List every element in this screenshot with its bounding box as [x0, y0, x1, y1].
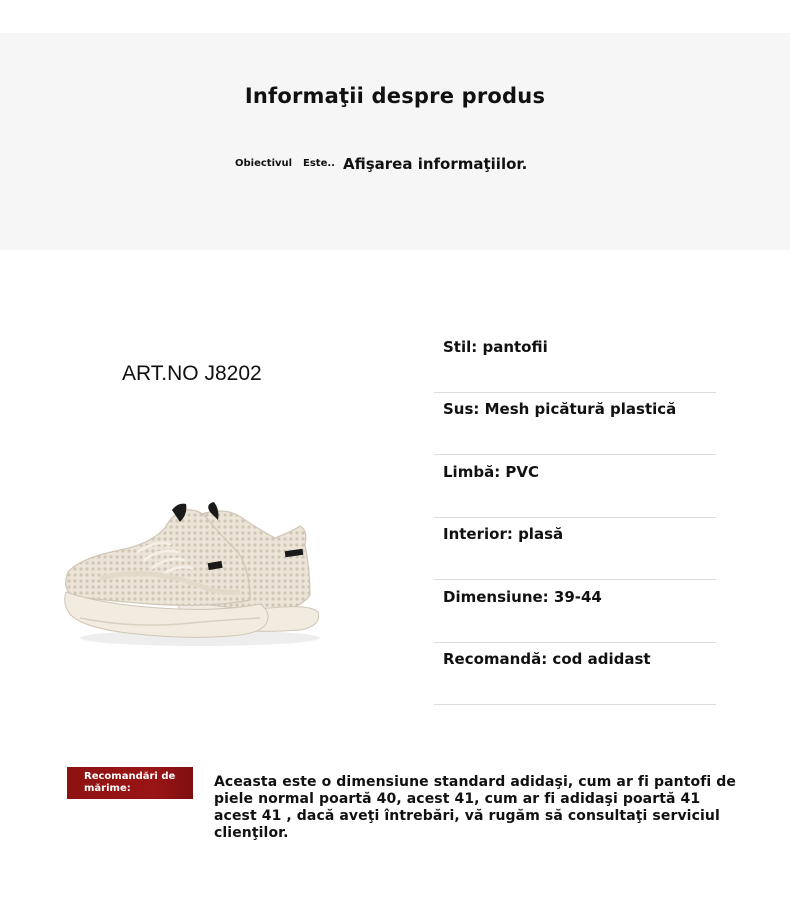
spec-row-tongue	[434, 457, 716, 518]
spec-row-upper	[434, 394, 716, 455]
sneaker-icon	[60, 500, 325, 650]
header-band	[0, 33, 790, 250]
spec-list	[434, 332, 716, 706]
article-number: ART.NO J8202	[122, 362, 262, 385]
objective-row	[0, 154, 790, 178]
spec-lining: Interior: plasă	[443, 525, 564, 544]
page-title: Informaţii despre produs	[244, 84, 546, 108]
spec-upper: Sus: Mesh picătură plastică	[443, 400, 677, 419]
spec-row-size	[434, 582, 716, 643]
objective-mid: Este..	[303, 158, 335, 169]
spec-row-style	[434, 332, 716, 393]
objective-value: Afişarea informaţiilor.	[343, 155, 528, 173]
spec-style: Stil: pantofii	[443, 338, 548, 356]
size-recommendation-text: Aceasta este o dimensiune standard adidaşi, cum ar fi pantofi de piele normal poartă 40, acest 41, cum ar fi adidaşi poartă 41 acest 41 , dacă aveţi întrebări, vă rugăm să consultaţi serviciul clienţilor.	[214, 774, 737, 841]
size-recommendation-badge: Recomandări de mărime:	[67, 767, 193, 799]
spec-tongue: Limbă: PVC	[443, 462, 540, 481]
spec-row-recommend	[434, 644, 716, 705]
spec-row-lining	[434, 519, 716, 580]
sneaker-image	[60, 500, 325, 650]
spec-recommend: Recomandă: cod adidast	[443, 649, 651, 668]
objective-label: Obiectivul	[235, 158, 293, 169]
spec-size: Dimensiune: 39-44	[443, 587, 602, 606]
